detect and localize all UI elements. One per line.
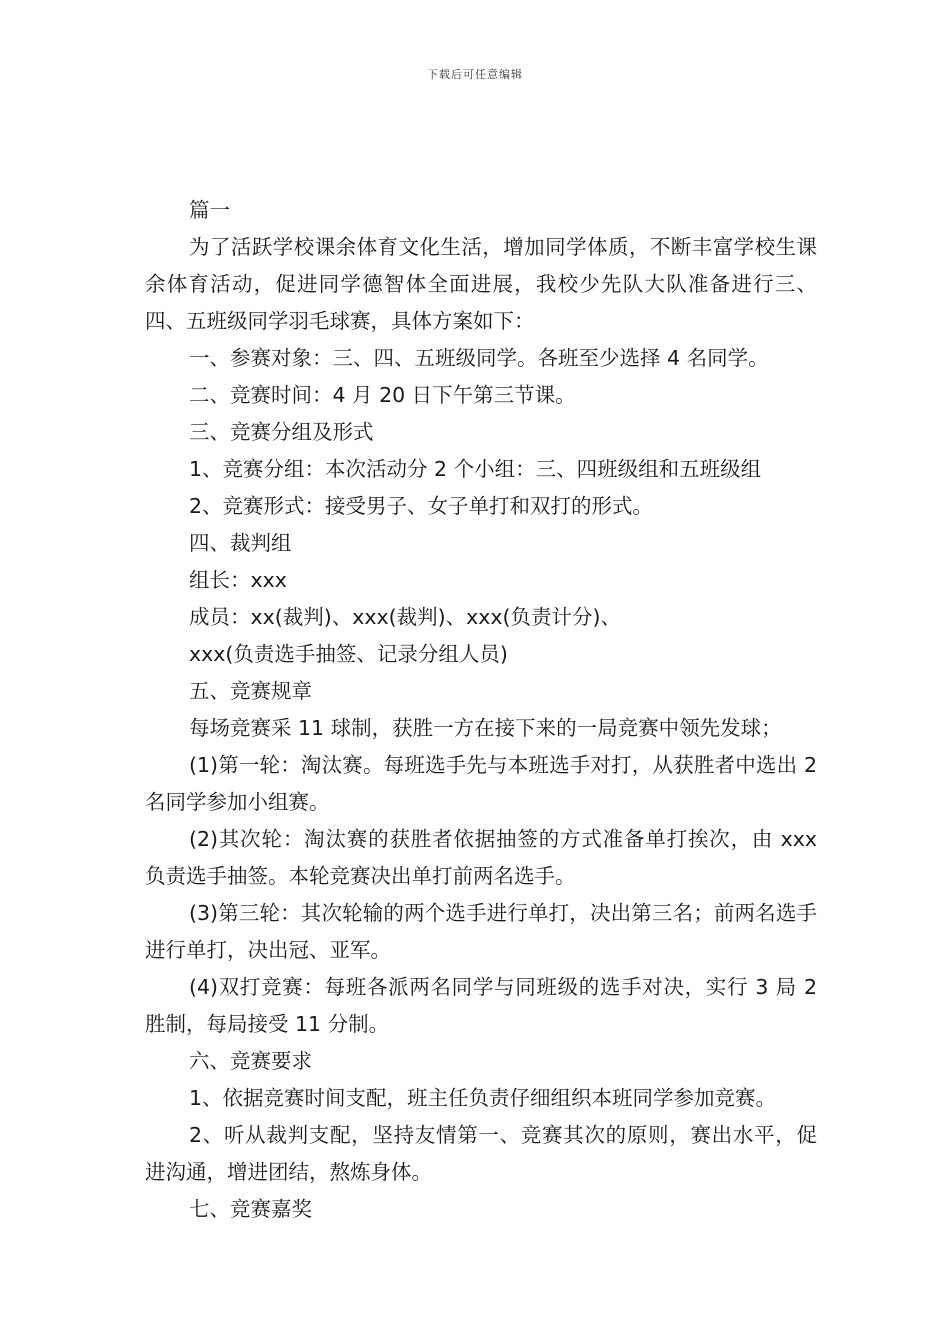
rules-doubles: (4)双打竞赛：每班各派两名同学与同班级的选手对决，实行 3 局 2 胜制，每局接受 11 分制。 xyxy=(145,975,817,1036)
participants-item: 一、参赛对象：三、四、五班级同学。各班至少选择 4 名同学。 xyxy=(189,346,769,370)
referee-heading: 四、裁判组 xyxy=(189,531,292,555)
referee-members: 成员：xx(裁判)、xxx(裁判)、xxx(负责计分)、 xyxy=(189,605,622,629)
referee-members-cont: xxx(负责选手抽签、记录分组人员) xyxy=(189,642,508,666)
rules-scoring: 每场竞赛采 11 球制，获胜一方在接下来的一局竞赛中领先发球； xyxy=(189,716,782,740)
referee-leader: 组长：xxx xyxy=(189,568,287,592)
grouping-heading: 三、竞赛分组及形式 xyxy=(189,420,374,444)
format-item: 2、竞赛形式：接受男子、女子单打和双打的形式。 xyxy=(189,494,654,518)
rules-round-2: (2)其次轮：淘汰赛的获胜者依据抽签的方式准备单打挨次，由 xxx 负责选手抽签。本轮竞赛决出单打前两名选手。 xyxy=(145,827,817,888)
rules-round-1: (1)第一轮：淘汰赛。每班选手先与本班选手对打，从获胜者中选出 2 名同学参加小组赛。 xyxy=(145,753,817,814)
rules-heading: 五、竞赛规章 xyxy=(189,679,312,703)
rules-round-3: (3)第三轮：其次轮输的两个选手进行单打，决出第三名；前两名选手进行单打，决出冠、亚军。 xyxy=(145,901,817,962)
requirements-item-2: 2、听从裁判支配，坚持友情第一、竞赛其次的原则，赛出水平，促进沟通，增进团结，熬炼身体。 xyxy=(145,1123,817,1184)
page-header-note: 下载后可任意编辑 xyxy=(427,68,523,81)
grouping-item: 1、竞赛分组：本次活动分 2 个小组：三、四班级组和五班级组 xyxy=(189,457,762,481)
intro-paragraph: 为了活跃学校课余体育文化生活，增加同学体质，不断丰富学校生课余体育活动，促进同学德智体全面进展，我校少先队大队准备进行三、四、五班级同学羽毛球赛，具体方案如下： xyxy=(145,235,817,333)
awards-heading: 七、竞赛嘉奖 xyxy=(189,1197,312,1221)
time-item: 二、竞赛时间：4 月 20 日下午第三节课。 xyxy=(189,383,576,407)
requirements-item-1: 1、依据竞赛时间支配，班主任负责仔细组织本班同学参加竞赛。 xyxy=(189,1086,777,1110)
requirements-heading: 六、竞赛要求 xyxy=(189,1049,312,1073)
document-body xyxy=(145,192,817,1228)
section-title: 篇一 xyxy=(189,198,230,222)
